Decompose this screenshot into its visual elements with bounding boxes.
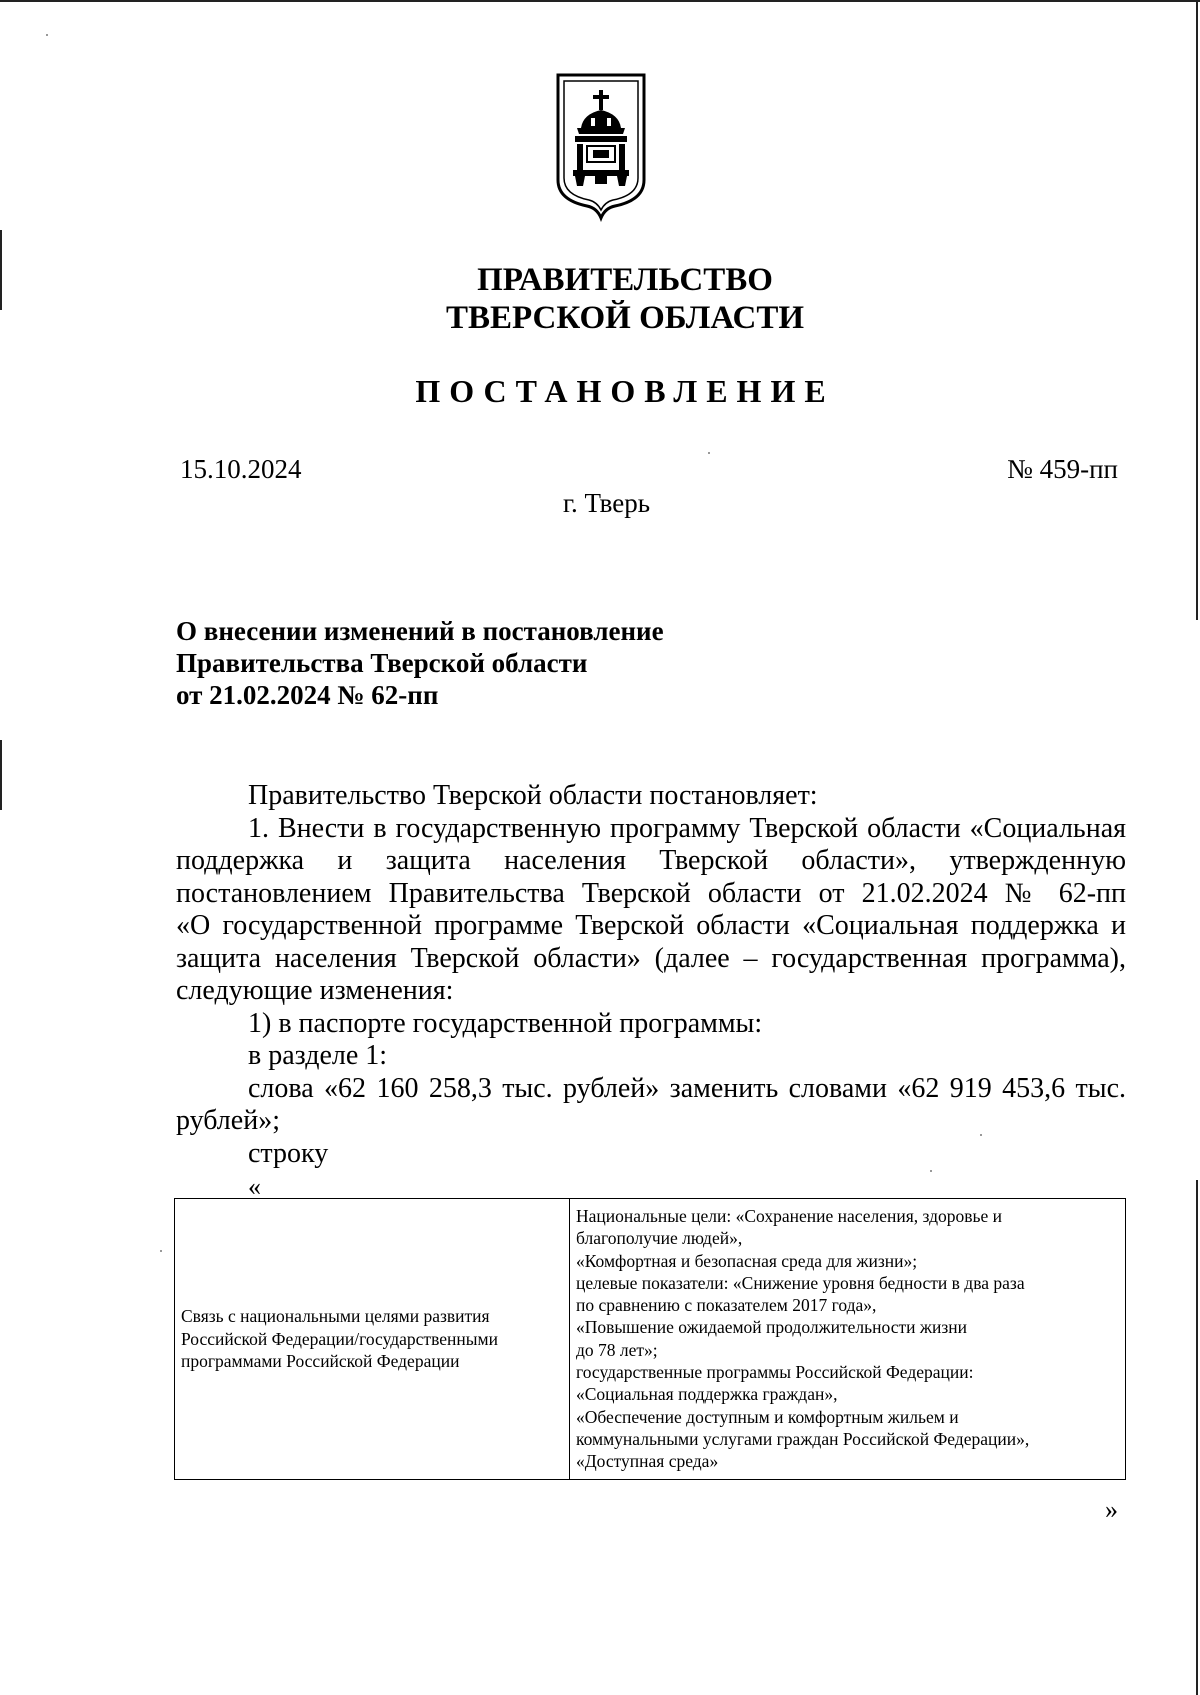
body-line: слова «62 160 258,3 тыс. рублей» заменить словами «62 919 453,6 тыс. xyxy=(248,1072,1126,1104)
body-line: 1. Внести в государственную программу Тверской области «Социальная xyxy=(248,812,1126,844)
open-quote-mark: « xyxy=(248,1172,261,1201)
table-row xyxy=(175,1199,1126,1480)
tver-coat-of-arms-icon xyxy=(555,72,647,222)
scan-speck xyxy=(708,452,710,454)
body-line: постановлением Правительства Тверской области от 21.02.2024 № 62-пп xyxy=(176,877,1126,909)
cell-line: «Обеспечение доступным и комфортным жильем и xyxy=(576,1406,959,1427)
cell-line: целевые показатели: «Снижение уровня бедности в два раза xyxy=(576,1272,1025,1293)
table-cell-value xyxy=(570,1199,1126,1480)
body-paragraph: 1) в паспорте государственной программы: xyxy=(248,1007,763,1039)
body-line: «О государственной программе Тверской области «Социальная поддержка и xyxy=(176,910,1126,941)
government-title-line-1: ПРАВИТЕЛЬСТВО xyxy=(477,262,773,298)
body-line: следующие изменения: xyxy=(176,975,454,1006)
cell-line: Российской Федерации/государственными xyxy=(181,1328,498,1349)
document-type-heading: ПОСТАНОВЛЕНИЕ xyxy=(415,373,835,409)
table-cell-label xyxy=(175,1199,570,1480)
cell-line: «Повышение ожидаемой продолжительности жизни xyxy=(576,1317,967,1338)
subject-line: Правительства Тверской области xyxy=(176,648,588,678)
passport-row-table xyxy=(174,1198,1126,1480)
body-line: рублей»; xyxy=(176,1105,280,1136)
document-city: г. Тверь xyxy=(563,488,651,518)
cell-line: программами Российской Федерации xyxy=(181,1350,460,1371)
scan-edge-right-lower xyxy=(1196,1180,1198,1695)
document-number: № 459-пп xyxy=(1007,454,1118,484)
government-title-line-2: ТВЕРСКОЙ ОБЛАСТИ xyxy=(445,300,805,336)
body-paragraph: в разделе 1: xyxy=(248,1040,388,1071)
body-paragraph: строку xyxy=(248,1137,329,1169)
scan-speck xyxy=(46,34,48,36)
cell-line: Связь с национальными целями развития xyxy=(181,1306,490,1327)
cell-line: «Социальная поддержка граждан», xyxy=(576,1384,838,1405)
cell-line: до 78 лет»; xyxy=(576,1339,658,1360)
close-quote-mark: » xyxy=(1105,1495,1118,1524)
scan-speck xyxy=(160,1250,162,1252)
cell-line: Национальные цели: «Сохранение населения, здоровье и xyxy=(576,1206,1003,1226)
cell-line: коммунальными услугами граждан Российской Федерации», xyxy=(576,1428,1030,1449)
cell-line: благополучие людей», xyxy=(576,1228,743,1249)
subject-line: О внесении изменений в постановление xyxy=(176,616,664,646)
document-date: 15.10.2024 xyxy=(180,454,302,484)
document-body xyxy=(176,780,1126,1170)
scan-edge-top xyxy=(0,0,1200,2)
cell-line: «Доступная среда» xyxy=(576,1451,719,1472)
body-line: поддержка и защита населения Тверской области», утвержденную xyxy=(176,845,1126,876)
subject-line: от 21.02.2024 № 62-пп xyxy=(176,680,439,710)
cell-line: по сравнению с показателем 2017 года», xyxy=(576,1295,877,1316)
cell-line: государственные программы Российской Федерации: xyxy=(576,1362,974,1383)
body-line: защита населения Тверской области» (далее – государственная программа), xyxy=(176,942,1126,974)
government-title xyxy=(0,261,1200,337)
scan-speck xyxy=(930,1170,932,1172)
scan-edge-left-2 xyxy=(0,740,2,810)
document-subject xyxy=(176,615,664,711)
cell-line: «Комфортная и безопасная среда для жизни»; xyxy=(576,1250,918,1271)
body-paragraph: Правительство Тверской области постановляет: xyxy=(248,780,818,811)
